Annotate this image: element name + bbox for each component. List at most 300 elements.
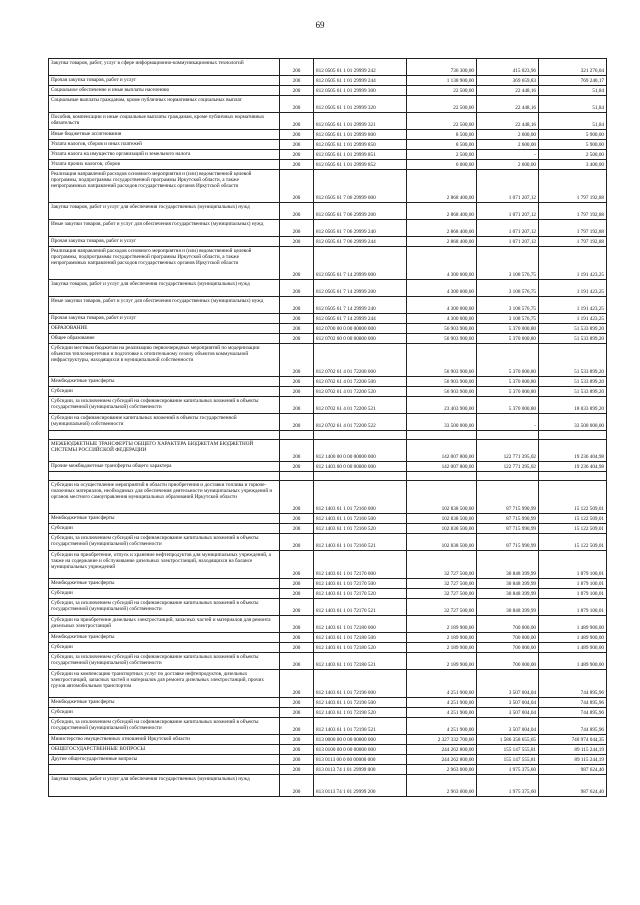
table-row: [49, 96, 607, 113]
cell-unexecuted-amount: 2 500,00: [539, 150, 607, 160]
cell-approved-amount: 56 903 900,00: [407, 344, 477, 377]
cell-executed-amount: 1 586 358 655,65: [477, 735, 539, 745]
cell-expense-name: Иные бюджетные ассигнования: [49, 130, 280, 140]
cell-expense-name: Прочая закупка товаров, работ и услуг: [49, 237, 280, 247]
cell-executed-amount: 3 507 004,04: [477, 698, 539, 708]
cell-expense-name: Межбюджетные трансферты: [49, 633, 280, 643]
cell-unexecuted-amount: 5 900,00: [539, 130, 607, 140]
table-row: [49, 698, 607, 708]
cell-executed-amount: 30 848 399,99: [477, 579, 539, 589]
cell-approved-amount: 102 838 500,00: [407, 524, 477, 534]
table-row: [49, 160, 607, 170]
cell-approved-amount: 4 251 900,00: [407, 670, 477, 698]
cell-line-code: 200: [280, 377, 314, 387]
cell-approved-amount: 2 868 400,00: [407, 170, 477, 203]
cell-executed-amount: 122 771 395,02: [477, 462, 539, 472]
table-row: [49, 334, 607, 344]
cell-expense-name: Социальные выплаты гражданам, кроме публичных нормативных социальных выплат: [49, 96, 280, 113]
cell-executed-amount: 87 715 990,99: [477, 534, 539, 551]
cell-approved-amount: 2 327 332 700,00: [407, 735, 477, 745]
table-row: [49, 633, 607, 643]
table-row: [49, 414, 607, 431]
cell-approved-amount: 4 300 000,00: [407, 280, 477, 297]
cell-approved-amount: 2 963 000,00: [407, 765, 477, 775]
cell-budget-classification-code: 812 1400 00 0 00 00000 000: [314, 440, 407, 462]
cell-executed-amount: 1 071 207,12: [477, 220, 539, 237]
cell-line-code: 200: [280, 698, 314, 708]
cell-budget-classification-code: 812 1403 61 1 01 72160 500: [314, 514, 407, 524]
cell-line-code: 200: [280, 344, 314, 377]
cell-executed-amount: 3 507 004,04: [477, 718, 539, 735]
cell-line-code: [280, 431, 314, 440]
cell-approved-amount: 2 500,00: [407, 150, 477, 160]
cell-budget-classification-code: 813 0113 74 1 01 29999 200: [314, 775, 407, 797]
cell-approved-amount: 4 300 000,00: [407, 247, 477, 280]
table-row: [49, 481, 607, 514]
cell-approved-amount: 4 300 000,00: [407, 297, 477, 314]
cell-approved-amount: 22 500,00: [407, 113, 477, 130]
cell-expense-name: Межбюджетные трансферты: [49, 514, 280, 524]
cell-line-code: 200: [280, 551, 314, 579]
cell-approved-amount: 2 963 000,00: [407, 775, 477, 797]
cell-budget-classification-code: 812 1403 61 1 01 72180 521: [314, 653, 407, 670]
cell-budget-classification-code: 812 0505 61 1 01 29999 852: [314, 160, 407, 170]
cell-executed-amount: -: [477, 414, 539, 431]
cell-expense-name: Субсидии на осуществление мероприятий в области приобретения и доставки топлива и горюче-смазочных материалов, необходимых для обеспечения деятельности муниципальных учреждений и органов местного самоуправления муниципальных образований Иркутской области: [49, 481, 280, 514]
cell-line-code: 200: [280, 462, 314, 472]
page-number: 69: [315, 20, 325, 30]
cell-line-code: 200: [280, 113, 314, 130]
budget-execution-table: [48, 58, 607, 797]
cell-expense-name: Иные закупки товаров, работ и услуг для обеспечения государственных (муниципальных) нужд: [49, 297, 280, 314]
table-row: [49, 150, 607, 160]
cell-budget-classification-code: 813 0100 00 0 00 00000 000: [314, 745, 407, 755]
cell-expense-name: Министерство имущественных отношений Иркутской области: [49, 735, 280, 745]
cell-executed-amount: 1 071 207,12: [477, 237, 539, 247]
table-row: [49, 440, 607, 462]
cell-line-code: 200: [280, 397, 314, 414]
cell-expense-name: Субсидии местным бюджетам на реализацию первоочередных мероприятий по модернизации объектов теплоэнергетики и подготовке к отопительному сезону объектов коммунальной инфраструктуры, находящихся в муниципальной собственности: [49, 344, 280, 377]
cell-line-code: 200: [280, 237, 314, 247]
cell-executed-amount: [477, 472, 539, 481]
cell-unexecuted-amount: 1 489 900,00: [539, 653, 607, 670]
cell-executed-amount: 22 448,16: [477, 96, 539, 113]
table-row: [49, 472, 607, 481]
cell-unexecuted-amount: 19 236 404,98: [539, 462, 607, 472]
cell-unexecuted-amount: 1 879 100,01: [539, 599, 607, 616]
cell-executed-amount: 22 448,16: [477, 86, 539, 96]
cell-executed-amount: 122 771 395,02: [477, 440, 539, 462]
cell-executed-amount: 5 370 000,80: [477, 324, 539, 334]
cell-expense-name: Реализация направлений расходов основного мероприятия и (или) ведомственной целевой программы, подпрограммы государственной программы Иркутской области, а также непрограммных направлений расходов государственных органов Иркутской области: [49, 247, 280, 280]
cell-budget-classification-code: 812 0505 61 7 14 29999 000: [314, 247, 407, 280]
cell-unexecuted-amount: 51 533 899,20: [539, 377, 607, 387]
cell-expense-name: [49, 765, 280, 775]
cell-approved-amount: 6 000,00: [407, 160, 477, 170]
cell-unexecuted-amount: 51 533 899,20: [539, 334, 607, 344]
cell-expense-name: Субсидии, за исключением субсидий на софинансирование капитальных вложений в объекты государственной (муниципальной) собственности: [49, 534, 280, 551]
cell-expense-name: Субсидии на компенсацию транспортных услуг по доставке нефтепродуктов, дизельных электростанций, запасных частей и материалов для ремонта дизельных электростанций, прочих грузов автомобильным транспортом: [49, 670, 280, 698]
table-row: [49, 247, 607, 280]
cell-budget-classification-code: 812 0505 61 1 01 29999 244: [314, 76, 407, 86]
table-row: [49, 203, 607, 220]
cell-expense-name: Закупка товаров, работ, услуг в сфере информационно-коммуникационных технологий: [49, 59, 280, 76]
cell-unexecuted-amount: 1 489 900,00: [539, 633, 607, 643]
cell-expense-name: Субсидии на приобретение дизельных электростанций, запасных частей и материалов для ремонта дизельных электростанций: [49, 616, 280, 633]
cell-line-code: 200: [280, 708, 314, 718]
cell-unexecuted-amount: 51,84: [539, 86, 607, 96]
table-row: [49, 130, 607, 140]
table-row: [49, 113, 607, 130]
cell-expense-name: Субсидии, за исключением субсидий на софинансирование капитальных вложений в объекты государственной (муниципальной) собственности: [49, 718, 280, 735]
cell-unexecuted-amount: 1 797 192,88: [539, 203, 607, 220]
cell-budget-classification-code: 812 0702 00 0 00 00000 000: [314, 334, 407, 344]
cell-unexecuted-amount: 744 895,96: [539, 718, 607, 735]
cell-line-code: 200: [280, 280, 314, 297]
table-row: [49, 514, 607, 524]
cell-unexecuted-amount: 1 191 423,25: [539, 297, 607, 314]
cell-expense-name: Прочая закупка товаров, работ и услуг: [49, 314, 280, 324]
table-row: [49, 599, 607, 616]
table-row: [49, 616, 607, 633]
cell-line-code: 200: [280, 297, 314, 314]
cell-approved-amount: 2 868 400,00: [407, 203, 477, 220]
cell-budget-classification-code: 812 1403 61 1 01 72170 500: [314, 579, 407, 589]
cell-line-code: 200: [280, 755, 314, 765]
cell-unexecuted-amount: 89 115 244,19: [539, 745, 607, 755]
cell-line-code: 200: [280, 534, 314, 551]
table-row: [49, 140, 607, 150]
table-row: [49, 551, 607, 579]
cell-expense-name: Другие общегосударственные вопросы: [49, 755, 280, 765]
cell-approved-amount: 2 868 400,00: [407, 220, 477, 237]
cell-expense-name: Прочие межбюджетные трансферты общего характера: [49, 462, 280, 472]
cell-executed-amount: 30 848 399,99: [477, 589, 539, 599]
cell-executed-amount: 5 370 000,80: [477, 344, 539, 377]
cell-budget-classification-code: 812 0505 61 7 14 29999 240: [314, 297, 407, 314]
cell-expense-name: Пособия, компенсации и иные социальные выплаты гражданам, кроме публичных нормативных обязательств: [49, 113, 280, 130]
cell-budget-classification-code: 812 1403 61 1 01 72180 000: [314, 616, 407, 633]
cell-expense-name: Субсидии: [49, 387, 280, 397]
table-row: [49, 670, 607, 698]
cell-approved-amount: 2 868 400,00: [407, 237, 477, 247]
cell-executed-amount: 5 370 000,80: [477, 334, 539, 344]
cell-executed-amount: 22 448,16: [477, 113, 539, 130]
cell-executed-amount: 2 600,00: [477, 160, 539, 170]
table-row: [49, 462, 607, 472]
cell-executed-amount: 3 507 004,04: [477, 708, 539, 718]
cell-executed-amount: 700 000,00: [477, 643, 539, 653]
cell-executed-amount: [477, 431, 539, 440]
table-row: [49, 718, 607, 735]
cell-budget-classification-code: 812 0702 61 4 01 72200 000: [314, 344, 407, 377]
cell-budget-classification-code: 812 0702 61 4 01 72200 520: [314, 387, 407, 397]
cell-budget-classification-code: 813 0113 74 1 01 29999 000: [314, 765, 407, 775]
cell-unexecuted-amount: 15 122 509,01: [539, 481, 607, 514]
table-row: [49, 86, 607, 96]
cell-unexecuted-amount: 744 895,96: [539, 708, 607, 718]
cell-expense-name: Закупка товаров, работ и услуг для обеспечения государственных (муниципальных) нужд: [49, 280, 280, 297]
cell-budget-classification-code: 812 1403 61 1 01 72160 520: [314, 524, 407, 534]
cell-executed-amount: 415 023,96: [477, 59, 539, 76]
cell-line-code: 200: [280, 599, 314, 616]
table-row: [49, 735, 607, 745]
cell-approved-amount: 142 007 800,00: [407, 440, 477, 462]
cell-unexecuted-amount: [539, 431, 607, 440]
cell-unexecuted-amount: 51 533 899,20: [539, 387, 607, 397]
cell-unexecuted-amount: 15 122 509,01: [539, 524, 607, 534]
cell-budget-classification-code: 812 0505 61 1 01 29999 800: [314, 130, 407, 140]
cell-unexecuted-amount: 3 400,00: [539, 160, 607, 170]
cell-line-code: 200: [280, 589, 314, 599]
cell-approved-amount: 102 838 500,00: [407, 534, 477, 551]
cell-budget-classification-code: 812 1403 61 1 01 72170 521: [314, 599, 407, 616]
cell-approved-amount: [407, 472, 477, 481]
cell-budget-classification-code: 812 0505 61 1 01 29999 242: [314, 59, 407, 76]
table-row: [49, 708, 607, 718]
table-row: [49, 524, 607, 534]
table-row: [49, 775, 607, 797]
cell-unexecuted-amount: [539, 472, 607, 481]
cell-approved-amount: 8 500,00: [407, 130, 477, 140]
cell-executed-amount: 2 600,00: [477, 140, 539, 150]
cell-executed-amount: 5 370 000,80: [477, 397, 539, 414]
cell-expense-name: Социальное обеспечение и иные выплаты населению: [49, 86, 280, 96]
cell-approved-amount: 4 300 000,00: [407, 314, 477, 324]
cell-executed-amount: 700 000,00: [477, 653, 539, 670]
cell-budget-classification-code: 813 0113 00 0 00 00000 000: [314, 755, 407, 765]
cell-executed-amount: -: [477, 150, 539, 160]
cell-executed-amount: 30 848 399,99: [477, 551, 539, 579]
table-row: [49, 237, 607, 247]
cell-unexecuted-amount: 744 895,96: [539, 670, 607, 698]
cell-approved-amount: 32 727 500,00: [407, 551, 477, 579]
cell-approved-amount: 32 727 500,00: [407, 599, 477, 616]
cell-budget-classification-code: 812 0700 00 0 00 00000 000: [314, 324, 407, 334]
cell-approved-amount: 102 838 500,00: [407, 514, 477, 524]
cell-executed-amount: 2 600,00: [477, 130, 539, 140]
table-row: [49, 397, 607, 414]
cell-line-code: 200: [280, 220, 314, 237]
cell-unexecuted-amount: 51 533 899,20: [539, 344, 607, 377]
cell-approved-amount: 142 007 800,00: [407, 462, 477, 472]
cell-unexecuted-amount: 769 240,17: [539, 76, 607, 86]
cell-line-code: 200: [280, 130, 314, 140]
cell-line-code: 200: [280, 86, 314, 96]
cell-line-code: 200: [280, 247, 314, 280]
table-row: [49, 431, 607, 440]
cell-line-code: 200: [280, 203, 314, 220]
cell-unexecuted-amount: 321 276,04: [539, 59, 607, 76]
cell-executed-amount: 87 715 990,99: [477, 524, 539, 534]
cell-budget-classification-code: 813 0000 00 0 00 00000 000: [314, 735, 407, 745]
cell-line-code: 200: [280, 735, 314, 745]
cell-expense-name: Субсидии на приобретение, отпуск и хранение нефтепродуктов для муниципальных учреждений, а также на содержание и обслуживание дизельных электростанций, находящихся на балансе муниципальных учреждений: [49, 551, 280, 579]
cell-unexecuted-amount: 51,84: [539, 113, 607, 130]
table-row: [49, 643, 607, 653]
cell-unexecuted-amount: 15 122 509,01: [539, 514, 607, 524]
cell-expense-name: [49, 431, 280, 440]
cell-unexecuted-amount: 33 500 000,00: [539, 414, 607, 431]
cell-line-code: 200: [280, 745, 314, 755]
cell-approved-amount: 736 300,00: [407, 59, 477, 76]
cell-line-code: 200: [280, 440, 314, 462]
cell-expense-name: Уплата налогов, сборов и иных платежей: [49, 140, 280, 150]
cell-line-code: 200: [280, 76, 314, 86]
cell-budget-classification-code: [314, 472, 407, 481]
cell-executed-amount: 3 108 576,75: [477, 247, 539, 280]
table-row: [49, 170, 607, 203]
cell-expense-name: Иные закупки товаров, работ и услуг для обеспечения государственных (муниципальных) нужд: [49, 220, 280, 237]
cell-approved-amount: 32 727 500,00: [407, 589, 477, 599]
cell-unexecuted-amount: 987 624,40: [539, 765, 607, 775]
cell-budget-classification-code: 812 1403 61 1 01 72160 000: [314, 481, 407, 514]
cell-executed-amount: 87 715 990,99: [477, 514, 539, 524]
cell-unexecuted-amount: 51,84: [539, 96, 607, 113]
cell-unexecuted-amount: 51 533 899,20: [539, 324, 607, 334]
cell-budget-classification-code: 812 0505 61 7 06 29999 240: [314, 220, 407, 237]
cell-unexecuted-amount: 740 974 044,35: [539, 735, 607, 745]
cell-expense-name: Субсидии, за исключением субсидий на софинансирование капитальных вложений в объекты государственной (муниципальной) собственности: [49, 397, 280, 414]
cell-approved-amount: 244 262 800,00: [407, 755, 477, 765]
cell-expense-name: Закупка товаров, работ и услуг для обеспечения государственных (муниципальных) нужд: [49, 775, 280, 797]
cell-budget-classification-code: 812 0505 61 1 01 29999 321: [314, 113, 407, 130]
cell-approved-amount: 1 138 900,00: [407, 76, 477, 86]
cell-budget-classification-code: 812 1403 61 1 01 72170 000: [314, 551, 407, 579]
table-row: [49, 59, 607, 76]
cell-approved-amount: 56 903 900,00: [407, 387, 477, 397]
cell-approved-amount: 8 500,00: [407, 140, 477, 150]
cell-budget-classification-code: 812 1403 61 1 01 72190 521: [314, 718, 407, 735]
cell-budget-classification-code: [314, 431, 407, 440]
cell-expense-name: Межбюджетные трансферты: [49, 698, 280, 708]
cell-budget-classification-code: 812 1403 61 1 01 72170 520: [314, 589, 407, 599]
cell-approved-amount: 33 500 000,00: [407, 414, 477, 431]
cell-line-code: 200: [280, 718, 314, 735]
cell-line-code: 200: [280, 579, 314, 589]
table-row: [49, 297, 607, 314]
cell-approved-amount: 22 500,00: [407, 96, 477, 113]
cell-approved-amount: [407, 431, 477, 440]
table-row: [49, 76, 607, 86]
table-row: [49, 589, 607, 599]
cell-executed-amount: 3 108 576,75: [477, 297, 539, 314]
cell-line-code: 200: [280, 514, 314, 524]
table-row: [49, 324, 607, 334]
cell-expense-name: Субсидии: [49, 708, 280, 718]
table-row: [49, 344, 607, 377]
cell-budget-classification-code: 812 0505 61 7 14 29999 244: [314, 314, 407, 324]
table-row: [49, 579, 607, 589]
cell-budget-classification-code: 812 0505 61 7 14 29999 200: [314, 280, 407, 297]
cell-unexecuted-amount: 987 624,40: [539, 775, 607, 797]
table-body: [49, 59, 607, 797]
cell-unexecuted-amount: 1 191 423,25: [539, 280, 607, 297]
cell-expense-name: ОБРАЗОВАНИЕ: [49, 324, 280, 334]
table-row: [49, 765, 607, 775]
cell-budget-classification-code: 812 0505 61 1 01 29999 850: [314, 140, 407, 150]
cell-expense-name: Общее образование: [49, 334, 280, 344]
cell-line-code: 200: [280, 653, 314, 670]
cell-approved-amount: 102 838 500,00: [407, 481, 477, 514]
cell-line-code: 200: [280, 524, 314, 534]
cell-executed-amount: 700 000,00: [477, 633, 539, 643]
cell-unexecuted-amount: 1 797 192,88: [539, 220, 607, 237]
table-row: [49, 534, 607, 551]
cell-approved-amount: 56 903 900,00: [407, 334, 477, 344]
cell-executed-amount: 1 975 375,60: [477, 775, 539, 797]
cell-unexecuted-amount: 5 900,00: [539, 140, 607, 150]
cell-approved-amount: 4 251 900,00: [407, 718, 477, 735]
cell-budget-classification-code: 812 1403 61 1 01 72160 521: [314, 534, 407, 551]
table-row: [49, 387, 607, 397]
cell-expense-name: [49, 472, 280, 481]
cell-approved-amount: 4 251 900,00: [407, 708, 477, 718]
cell-expense-name: Прочая закупка товаров, работ и услуг: [49, 76, 280, 86]
cell-line-code: 200: [280, 314, 314, 324]
table-row: [49, 755, 607, 765]
cell-line-code: 200: [280, 414, 314, 431]
table-row: [49, 314, 607, 324]
cell-expense-name: Субсидии: [49, 643, 280, 653]
cell-budget-classification-code: 812 1403 61 1 01 72180 500: [314, 633, 407, 643]
cell-expense-name: Субсидии: [49, 524, 280, 534]
cell-expense-name: МЕЖБЮДЖЕТНЫЕ ТРАНСФЕРТЫ ОБЩЕГО ХАРАКТЕРА БЮДЖЕТАМ БЮДЖЕТНОЙ СИСТЕМЫ РОССИЙСКОЙ ФЕДЕРАЦИИ: [49, 440, 280, 462]
cell-approved-amount: 32 727 500,00: [407, 579, 477, 589]
cell-approved-amount: 4 251 900,00: [407, 698, 477, 708]
cell-unexecuted-amount: 1 879 100,01: [539, 579, 607, 589]
cell-line-code: 200: [280, 334, 314, 344]
cell-line-code: 200: [280, 765, 314, 775]
cell-executed-amount: 87 715 990,99: [477, 481, 539, 514]
cell-unexecuted-amount: 18 033 899,20: [539, 397, 607, 414]
cell-unexecuted-amount: 19 236 404,98: [539, 440, 607, 462]
table-row: [49, 377, 607, 387]
cell-unexecuted-amount: 15 122 509,01: [539, 534, 607, 551]
cell-executed-amount: 155 147 555,81: [477, 745, 539, 755]
cell-executed-amount: 3 108 576,75: [477, 280, 539, 297]
cell-budget-classification-code: 812 1403 00 0 00 00000 000: [314, 462, 407, 472]
cell-budget-classification-code: 812 0505 61 7 06 29999 244: [314, 237, 407, 247]
table-row: [49, 220, 607, 237]
cell-expense-name: Уплата прочих налогов, сборов: [49, 160, 280, 170]
cell-approved-amount: 2 189 900,00: [407, 653, 477, 670]
cell-expense-name: Реализация направлений расходов основного мероприятия и (или) ведомственной целевой программы, подпрограммы государственной программы Иркутской области, а также непрограммных направлений расходов государственных органов Иркутской области: [49, 170, 280, 203]
cell-line-code: 200: [280, 643, 314, 653]
cell-executed-amount: 1 975 375,60: [477, 765, 539, 775]
cell-approved-amount: 22 500,00: [407, 86, 477, 96]
cell-budget-classification-code: 812 0702 61 4 01 72200 522: [314, 414, 407, 431]
cell-line-code: 200: [280, 150, 314, 160]
cell-budget-classification-code: 812 0505 61 1 01 29999 851: [314, 150, 407, 160]
cell-expense-name: Субсидии на софинансирование капитальных вложений в объекты государственной (муниципальной) собственности: [49, 414, 280, 431]
cell-budget-classification-code: 812 0505 61 1 01 29999 300: [314, 86, 407, 96]
cell-unexecuted-amount: 1 489 900,00: [539, 616, 607, 633]
cell-line-code: 200: [280, 140, 314, 150]
cell-expense-name: Уплата налога на имущество организаций и земельного налога: [49, 150, 280, 160]
cell-unexecuted-amount: 1 489 900,00: [539, 643, 607, 653]
cell-unexecuted-amount: 89 115 244,19: [539, 755, 607, 765]
cell-expense-name: Субсидии: [49, 589, 280, 599]
cell-approved-amount: 56 903 900,00: [407, 324, 477, 334]
cell-budget-classification-code: 812 0702 61 4 01 72200 500: [314, 377, 407, 387]
cell-budget-classification-code: 812 1403 61 1 01 72190 520: [314, 708, 407, 718]
cell-approved-amount: 23 403 900,00: [407, 397, 477, 414]
cell-executed-amount: 700 000,00: [477, 616, 539, 633]
cell-line-code: 200: [280, 324, 314, 334]
cell-unexecuted-amount: 1 879 100,01: [539, 551, 607, 579]
cell-line-code: 200: [280, 616, 314, 633]
